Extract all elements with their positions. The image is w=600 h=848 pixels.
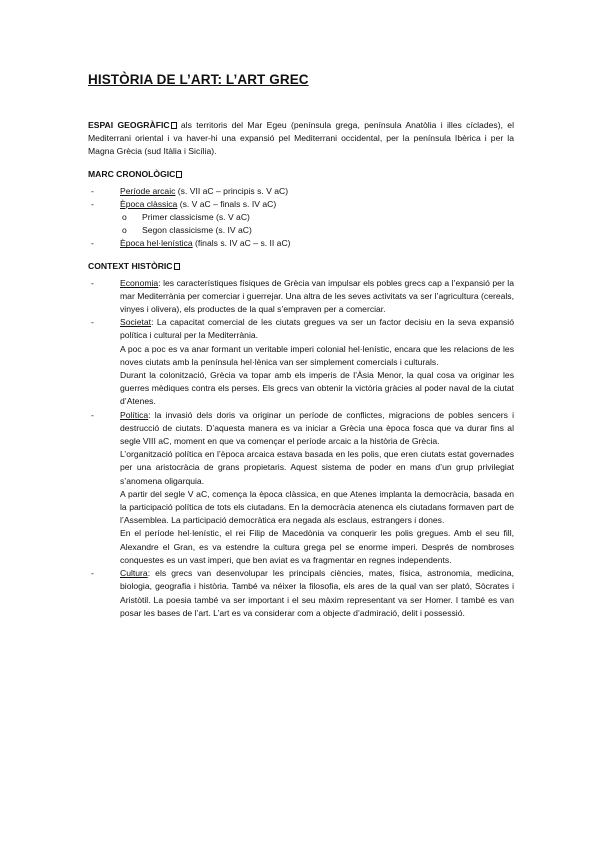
- placeholder-box-icon: [176, 171, 182, 178]
- dash-bullet: -: [91, 277, 94, 288]
- list-item: [88, 567, 514, 620]
- topic-text: : els grecs van desenvolupar les principals ciències, mates, física, astronomia, medicina, biologia, geografia i història. També va néixer la filosofia, els ares de la qual van ser plató, Sòcrates i Aristòtil. La poesia també va ser important i el seu màxim representant va ser Homer. I també es van posar les bases de l’art. L’art es va considerar com a objecte d’admiració, delit i possessió.: [120, 568, 514, 618]
- topic-name: Societat: [120, 317, 152, 328]
- list-item: [88, 409, 514, 567]
- list-item: [88, 316, 514, 408]
- circle-bullet: o: [122, 225, 127, 236]
- topic-text: : les característiques físiques de Grècia van impulsar els pobles grecs cap a l’expansió per la mar Mediterrània per comerciar i guerrejar. Una altra de les seves activitats va ser l’agricultura (cereals, vinyes i olivera), els productes de la qual s’empraven per a comerciar.: [120, 277, 514, 315]
- list-item: [88, 237, 514, 250]
- dash-bullet: -: [91, 568, 94, 579]
- topic-text: : La capacitat comercial de les ciutats gregues va ser un factor decisiu en la seva expansió política i cultural per la Mediterrània.: [120, 317, 514, 341]
- dash-bullet: -: [91, 198, 94, 209]
- espai-geografic-paragraph: [88, 119, 514, 159]
- dash-bullet: -: [91, 185, 94, 196]
- dash-bullet: -: [91, 317, 94, 328]
- context-historic-heading: [88, 261, 514, 271]
- espai-geografic-label: ESPAI GEOGRÀFIC: [88, 120, 170, 130]
- period-dates: (finals s. IV aC – s. II aC): [192, 238, 291, 249]
- topic-paragraph: A poc a poc es va anar formant un veritable imperi colonial hel·lenístic, encara que les relacions de les noves ciutats amb la península hel·lènica van ser simplement comercials i culturals.: [120, 343, 514, 367]
- document-content: [88, 72, 514, 620]
- circle-bullet: o: [122, 212, 127, 223]
- dash-bullet: -: [91, 238, 94, 249]
- espai-geografic-text: als territoris del Mar Egeu (península grega, península Anatòlia i illes cíclades), el Mediterrani oriental i va haver-hi una expansió pel Mediterrani occidental, per la península Ibèrica i per la Magna Grècia (sud Itàlia i Sicília).: [88, 120, 514, 157]
- period-name: Època hel·lenística: [120, 238, 193, 249]
- period-dates: (s. VII aC – principis s. V aC): [175, 185, 289, 196]
- dash-bullet: -: [91, 409, 94, 420]
- sub-list-item: [88, 211, 514, 224]
- topic-paragraph: En el període hel·lenístic, el rei Filip de Macedònia va conquerir les polis gregues. Amb el seu fill, Alexandre el Gran, es va estendre la cultura grega pel se enorme imperi. Després de nombroses conquestes es un vast imperi, que ben aviat es va fragmentar en regnes independents.: [120, 528, 514, 565]
- topic-paragraph: A partir del segle V aC, comença la època clàssica, en que Atenes implanta la democràcia, basada en la participació política de tots els ciutadans. En la democràcia atenenca els ciutadans formaven part de l’Assemblea. La participació democràtica era negada als esclaus, estrangers i dones.: [120, 488, 514, 526]
- placeholder-box-icon: [174, 263, 180, 270]
- marc-cronologic-heading-text: MARC CRONOLÒGIC: [88, 168, 176, 179]
- context-list: [88, 277, 514, 620]
- topic-name: Economia: [120, 277, 159, 288]
- marc-cronologic-heading: [88, 169, 514, 179]
- list-item: [88, 185, 514, 198]
- period-name: Període arcaic: [120, 185, 176, 196]
- list-item: [88, 198, 514, 211]
- topic-name: Cultura: [120, 568, 148, 579]
- sub-list-item: [88, 224, 514, 237]
- page-title: HISTÒRIA DE L’ART: L’ART GREC: [88, 72, 309, 87]
- list-item: [88, 277, 514, 317]
- topic-name: Política: [120, 409, 149, 420]
- sub-item-text: Primer classicisme (s. V aC): [142, 212, 250, 223]
- topic-paragraph: L’organització política en l’època arcaica estava basada en les polis, que eren ciutats estat governades per una aristocràcia de grans propietaris. Aquest sistema de poder en mans d’un grup privilegiat s’anomena oligarquia.: [120, 449, 514, 486]
- context-historic-heading-text: CONTEXT HISTÒRIC: [88, 260, 173, 271]
- period-name: Època clàssica: [120, 198, 178, 209]
- period-dates: (s. V aC – finals s. IV aC): [177, 198, 277, 209]
- topic-paragraph: Durant la colonització, Grècia va topar amb els imperis de l’Àsia Menor, la qual cosa va originar les guerres mèdiques contra els perses. Els grecs van obtenir la victòria gràcies al poder naval de la ciutat d’Atenes.: [120, 370, 514, 407]
- topic-text: : la invasió dels doris va originar un període de conflictes, migracions de pobles sencers i destrucció de ciutats. D’aquesta manera es va iniciar a Grècia una època fosca que va durar fins al segle VIII aC, moment en que va començar el període arcaic a la història de Grècia.: [120, 409, 514, 447]
- sub-item-text: Segon classicisme (s. IV aC): [142, 225, 252, 236]
